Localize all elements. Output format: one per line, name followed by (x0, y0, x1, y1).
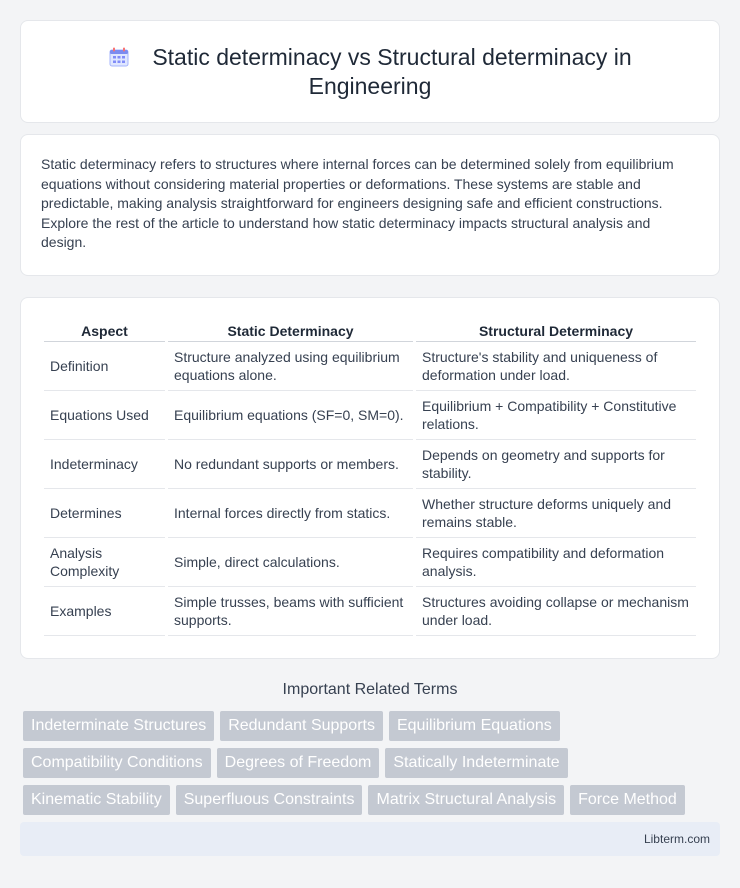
table-row (44, 587, 696, 636)
tag-matrix-structural-analysis[interactable]: Matrix Structural Analysis (368, 785, 564, 815)
table-cell: Equilibrium equations (SF=0, SM=0). (168, 391, 413, 440)
table-row (44, 342, 696, 391)
table-cell: Analysis Complexity (44, 538, 165, 587)
table-cell: Equations Used (44, 391, 165, 440)
tag-equilibrium-equations[interactable]: Equilibrium Equations (389, 711, 560, 741)
table-cell: Internal forces directly from statics. (168, 489, 413, 538)
table-cell: Simple trusses, beams with sufficient supports. (168, 587, 413, 636)
calendar-icon (108, 46, 130, 68)
table-cell: Simple, direct calculations. (168, 538, 413, 587)
intro-card (20, 134, 720, 276)
header-structural: Structural Determinacy (416, 316, 696, 342)
tag-compatibility-conditions[interactable]: Compatibility Conditions (23, 748, 211, 778)
table-cell: Whether structure deforms uniquely and remains stable. (416, 489, 696, 538)
footer (20, 822, 720, 856)
tag-force-method[interactable]: Force Method (570, 785, 685, 815)
table-row (44, 489, 696, 538)
tag-superfluous-constraints[interactable]: Superfluous Constraints (176, 785, 363, 815)
header-static: Static Determinacy (168, 316, 413, 342)
related-terms (20, 711, 720, 815)
title-card (20, 20, 720, 123)
tag-statically-indeterminate[interactable]: Statically Indeterminate (385, 748, 567, 778)
table-row (44, 538, 696, 587)
table-row (44, 440, 696, 489)
tag-indeterminate-structures[interactable]: Indeterminate Structures (23, 711, 214, 741)
table-cell: Requires compatibility and deformation analysis. (416, 538, 696, 587)
comparison-table (41, 316, 699, 636)
table-cell: Equilibrium + Compatibility + Constitutive relations. (416, 391, 696, 440)
comparison-table-card (20, 297, 720, 659)
page-title (61, 43, 679, 101)
tag-redundant-supports[interactable]: Redundant Supports (220, 711, 383, 741)
table-cell: Determines (44, 489, 165, 538)
table-cell: Definition (44, 342, 165, 391)
header-aspect: Aspect (44, 316, 165, 342)
tag-kinematic-stability[interactable]: Kinematic Stability (23, 785, 170, 815)
table-header-row (44, 316, 696, 342)
table-cell: Structure's stability and uniqueness of deformation under load. (416, 342, 696, 391)
tag-degrees-of-freedom[interactable]: Degrees of Freedom (217, 748, 380, 778)
related-terms-heading: Important Related Terms (282, 680, 458, 698)
intro-text: Static determinacy refers to structures where internal forces can be determined solely from equilibrium equations without considering material properties or deformations. These systems are stable and predictable, making analysis straightforward for engineers designing safe and efficient constructions. Explore the rest of the article to understand how static determinacy impacts structural analysis and design. (41, 156, 674, 251)
tag-row (23, 785, 720, 815)
table-cell: Structure analyzed using equilibrium equations alone. (168, 342, 413, 391)
table-cell: Examples (44, 587, 165, 636)
table-cell: Depends on geometry and supports for stability. (416, 440, 696, 489)
table-row (44, 391, 696, 440)
table-cell: Structures avoiding collapse or mechanism under load. (416, 587, 696, 636)
table-cell: Indeterminacy (44, 440, 165, 489)
footer-site-link[interactable]: Libterm.com (643, 831, 710, 846)
tag-row (23, 748, 720, 778)
tag-row (23, 711, 720, 741)
title-text: Static determinacy vs Structural determinacy in Engineering (152, 43, 632, 99)
table-cell: No redundant supports or members. (168, 440, 413, 489)
